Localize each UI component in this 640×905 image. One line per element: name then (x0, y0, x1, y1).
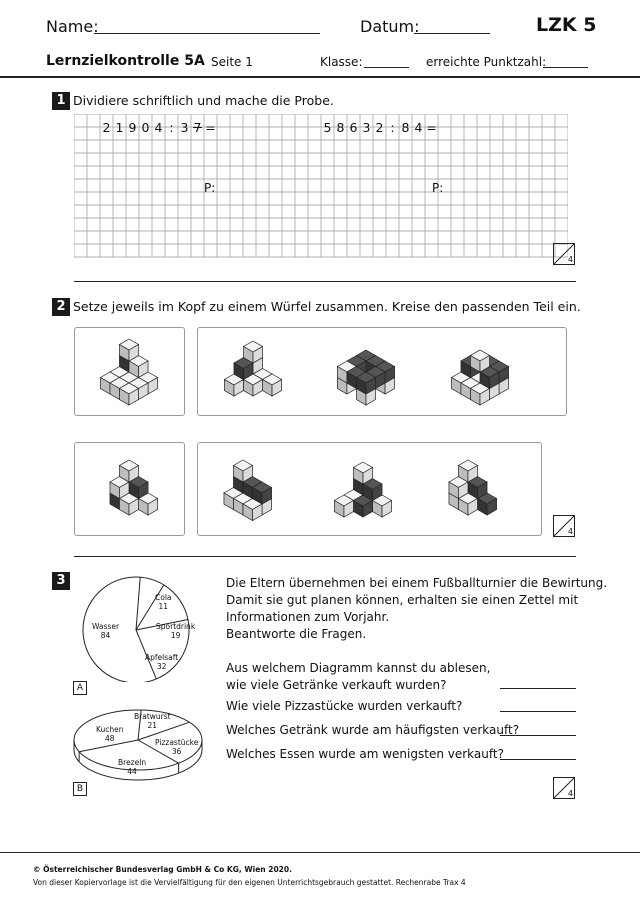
problem-b-char: 8 (401, 120, 410, 135)
klasse-line[interactable] (364, 67, 409, 68)
intro-line: Informationen zum Vorjahr. (226, 610, 390, 624)
answer-line-4[interactable] (500, 759, 576, 760)
problem-b-char: 3 (362, 120, 371, 135)
diagram-a-tag: A (73, 681, 87, 695)
footer-divider (0, 852, 640, 853)
name-line[interactable] (94, 33, 320, 34)
task2-score-box[interactable] (553, 515, 575, 537)
task1-points: 4 (567, 255, 573, 264)
question-1-line2: wie viele Getränke verkauft wurden? (226, 678, 447, 692)
task2-text: Setze jeweils im Kopf zu einem Würfel zusammen. Kreise den passenden Teil ein. (73, 299, 581, 314)
problem-b-char: 5 (323, 120, 332, 135)
pie-b-label-pizza: Pizzastücke 36 (155, 738, 199, 756)
pie-a-label-cola: Cola 11 (155, 593, 172, 611)
cube-target-2 (74, 442, 185, 536)
problem-a-char: 0 (141, 120, 150, 135)
cube-figure-2 (75, 443, 184, 535)
cube-options-figures-1[interactable] (198, 328, 566, 415)
answer-line-1[interactable] (500, 688, 576, 689)
pie-b-label-brezeln: Brezeln 44 (118, 758, 147, 776)
intro-line: Beantworte die Fragen. (226, 627, 367, 641)
problem-b-char: = (426, 120, 437, 135)
answer-line-2[interactable] (500, 711, 576, 712)
footer-license: Von dieser Kopiervorlage ist die Vervielfältigung für den eigenen Unterrichtsgebrauch gestattet. Rechenrabe Trax 4 (33, 878, 466, 887)
task3-intro (226, 575, 607, 643)
task2-number: 2 (52, 298, 70, 316)
problem-a-char: 7 (193, 120, 202, 135)
answer-line-3[interactable] (500, 735, 576, 736)
question-4: Welches Essen wurde am wenigsten verkauft? (226, 747, 504, 761)
intro-line: Die Eltern übernehmen bei einem Fußballturnier die Bewirtung. (226, 576, 608, 590)
task2-points: 4 (567, 527, 573, 536)
task1-number: 1 (52, 92, 70, 110)
problem-b-char: 2 (375, 120, 384, 135)
page-title: Lernzielkontrolle 5A (46, 53, 205, 69)
task3-score-box[interactable] (553, 777, 575, 799)
problem-a-char: : (169, 120, 174, 135)
lzk-label: LZK 5 (536, 14, 597, 36)
task1-grid[interactable] (74, 114, 568, 266)
klasse-label: Klasse: (320, 55, 363, 69)
diagram-b-tag: B (73, 782, 87, 796)
punkte-label: erreichte Punktzahl: (426, 55, 547, 69)
footer-copyright: © Österreichischer Bundesverlag GmbH & Co KG, Wien 2020. (33, 865, 292, 874)
header-divider (0, 76, 640, 78)
problem-b-char: 8 (336, 120, 345, 135)
task3-points: 4 (567, 789, 573, 798)
datum-line[interactable] (414, 33, 490, 34)
pie-a-label-wasser: Wasser 84 (92, 622, 120, 640)
problem-b-char: 6 (349, 120, 358, 135)
punkte-line[interactable] (543, 67, 588, 68)
cube-target-1 (74, 327, 185, 416)
intro-line: Damit sie gut planen können, erhalten sie einen Zettel mit (226, 593, 579, 607)
cube-options-1 (197, 327, 567, 416)
page-number: Seite 1 (211, 55, 253, 69)
problem-a-char: 1 (115, 120, 124, 135)
task1-text: Dividiere schriftlich und mache die Probe. (73, 93, 334, 108)
question-1-line1: Aus welchem Diagramm kannst du ablesen, (226, 661, 491, 675)
cube-figure-1 (75, 328, 184, 415)
question-3: Welches Getränk wurde am häufigsten verkauft? (226, 723, 520, 737)
problem-a-char: 9 (128, 120, 137, 135)
probe-label-b: P: (432, 181, 444, 195)
cube-options-2 (197, 442, 542, 536)
name-label: Name: (46, 17, 99, 36)
question-2: Wie viele Pizzastücke wurden verkauft? (226, 699, 463, 713)
pie-b-label-kuchen: Kuchen 48 (96, 725, 124, 743)
probe-label-a: P: (204, 181, 216, 195)
pie-b-label-bratwurst: Bratwurst 21 (134, 712, 171, 730)
problem-a-char: 4 (154, 120, 163, 135)
task2-divider (74, 556, 576, 557)
problem-a-char: 3 (180, 120, 189, 135)
pie-a-label-sportdrink: Sportdrink 19 (156, 622, 196, 640)
datum-label: Datum: (360, 17, 420, 36)
question-1 (226, 660, 490, 694)
problem-a-char: = (205, 120, 216, 135)
problem-a-char: 2 (102, 120, 111, 135)
problem-b-char: 4 (414, 120, 423, 135)
pie-a-label-apfelsaft: Apfelsaft 32 (145, 653, 179, 671)
problem-b-char: : (390, 120, 395, 135)
task1-score-box[interactable] (553, 243, 575, 265)
strike-mark (193, 127, 202, 128)
task1-divider (74, 281, 576, 282)
cube-options-figures-2[interactable] (198, 443, 541, 535)
task3-number: 3 (52, 572, 70, 590)
